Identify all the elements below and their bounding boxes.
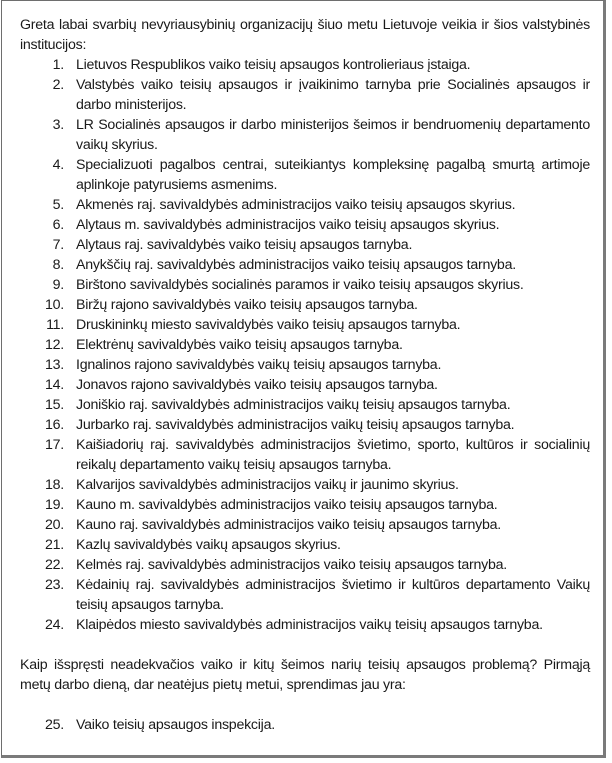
list-item-text: Klaipėdos miesto savivaldybės administracijos vaikų teisių apsaugos tarnyba. <box>76 617 543 633</box>
list-item-number: 3. <box>52 117 64 133</box>
list-item-number: 10. <box>45 297 64 313</box>
list-item <box>20 515 590 535</box>
list-item-number: 9. <box>52 277 64 293</box>
list-item-number: 12. <box>45 337 64 353</box>
list-item-text: Birštono savivaldybės socialinės paramos ir vaiko teisių apsaugos skyrius. <box>76 277 524 293</box>
document-body <box>20 15 590 735</box>
list-item <box>20 115 590 155</box>
list-item-text: Alytaus m. savivaldybės administracijos vaiko teisių apsaugos skyrius. <box>76 217 500 233</box>
list-item-number: 20. <box>45 517 64 533</box>
list-item <box>20 435 590 475</box>
list-item-text: Akmenės raj. savivaldybės administracijos vaiko teisių apsaugos skyrius. <box>76 197 516 213</box>
list-item-text: Kauno m. savivaldybės administracijos vaiko teisių apsaugos tarnyba. <box>76 497 498 513</box>
list-item-text: Druskininkų miesto savivaldybės vaiko teisių apsaugos tarnyba. <box>76 317 461 333</box>
list-item-text: Biržų rajono savivaldybės vaiko teisių apsaugos tarnyba. <box>76 297 418 313</box>
list-item-number: 1. <box>52 57 64 73</box>
list-item-number: 21. <box>45 537 64 553</box>
list-item <box>20 75 590 115</box>
list-item <box>20 235 590 255</box>
list-item-number: 4. <box>52 157 64 173</box>
list-item <box>20 575 590 615</box>
list-item-text: Lietuvos Respublikos vaiko teisių apsaugos kontrolieriaus įstaiga. <box>76 57 471 73</box>
intro-paragraph: Greta labai svarbių nevyriausybinių organizacijų šiuo metu Lietuvoje veikia ir šios valstybinės institucijos: <box>20 17 590 53</box>
document-frame <box>1 0 606 758</box>
final-list <box>20 715 590 735</box>
list-item <box>20 475 590 495</box>
list-item <box>20 355 590 375</box>
list-item <box>20 375 590 395</box>
list-item-number: 16. <box>45 417 64 433</box>
list-item-number: 24. <box>45 617 64 633</box>
list-item-text: Kalvarijos savivaldybės administracijos vaikų ir jaunimo skyrius. <box>76 477 459 493</box>
list-item-number: 13. <box>45 357 64 373</box>
list-item <box>20 495 590 515</box>
list-item-number: 6. <box>52 217 64 233</box>
list-item-number: 17. <box>45 437 64 453</box>
list-item <box>20 615 590 635</box>
list-item-number: 5. <box>52 197 64 213</box>
list-item <box>20 255 590 275</box>
list-item <box>20 555 590 575</box>
list-item <box>20 395 590 415</box>
list-item-number: 15. <box>45 397 64 413</box>
list-item <box>20 715 590 735</box>
list-item-number: 18. <box>45 477 64 493</box>
list-item-text: Kauno raj. savivaldybės administracijos vaiko teisių apsaugos tarnyba. <box>76 517 501 533</box>
list-item-number: 2. <box>52 77 64 93</box>
list-item-text: Jonavos rajono savivaldybės vaiko teisių apsaugos tarnyba. <box>76 377 438 393</box>
list-item-number: 23. <box>45 577 64 593</box>
list-item-text: Jurbarko raj. savivaldybės administracijos vaikų teisių apsaugos tarnyba. <box>76 417 515 433</box>
list-item-text: Ignalinos rajono savivaldybės vaikų teisių apsaugos tarnyba. <box>76 357 442 373</box>
list-item <box>20 275 590 295</box>
list-item <box>20 195 590 215</box>
institution-list <box>20 55 590 635</box>
list-item-text: Kaišiadorių raj. savivaldybės administracijos švietimo, sporto, kultūros ir socialinių reikalų departamento vaikų teisių apsaugos tarnyba. <box>76 437 590 473</box>
list-item <box>20 335 590 355</box>
list-item-number: 14. <box>45 377 64 393</box>
list-item <box>20 415 590 435</box>
list-item-text: Anykščių raj. savivaldybės administracijos vaiko teisių apsaugos tarnyba. <box>76 257 516 273</box>
list-item-number: 11. <box>46 317 64 333</box>
list-item <box>20 315 590 335</box>
list-item <box>20 535 590 555</box>
list-item <box>20 55 590 75</box>
list-item-number: 7. <box>52 237 64 253</box>
question-paragraph: Kaip išspręsti neadekvačios vaiko ir kitų šeimos narių teisių apsaugos problemą? Pirmąją metų darbo dieną, dar neatėjus pietų metui, sprendimas jau yra: <box>20 657 590 693</box>
list-item <box>20 295 590 315</box>
list-item-number: 19. <box>45 497 64 513</box>
list-item-text: Kelmės raj. savivaldybės administracijos vaiko teisių apsaugos tarnyba. <box>76 557 507 573</box>
list-item-text: Alytaus raj. savivaldybės vaiko teisių apsaugos tarnyba. <box>76 237 413 253</box>
list-item-text: Specializuoti pagalbos centrai, suteikiantys kompleksinę pagalbą smurtą artimoje aplinkoje patyrusiems asmenims. <box>76 157 590 193</box>
list-item-text: Kėdainių raj. savivaldybės administracijos švietimo ir kultūros departamento Vaikų teisių apsaugos tarnyba. <box>76 577 590 613</box>
list-item <box>20 155 590 195</box>
list-item-text: Elektrėnų savivaldybės vaiko teisių apsaugos tarnyba. <box>76 337 403 353</box>
list-item-number: 22. <box>45 557 64 573</box>
list-item <box>20 215 590 235</box>
list-item-number: 25. <box>45 717 64 733</box>
list-item-number: 8. <box>52 257 64 273</box>
list-item-text: Kazlų savivaldybės vaikų apsaugos skyrius. <box>76 537 341 553</box>
list-item-text: Vaiko teisių apsaugos inspekcija. <box>76 717 275 733</box>
list-item-text: LR Socialinės apsaugos ir darbo ministerijos šeimos ir bendruomenių departamento vaikų skyrius. <box>76 117 590 153</box>
list-item-text: Joniškio raj. savivaldybės administracijos vaikų teisių apsaugos tarnyba. <box>76 397 511 413</box>
list-item-text: Valstybės vaiko teisių apsaugos ir įvaikinimo tarnyba prie Socialinės apsaugos ir darbo ministerijos. <box>76 77 590 113</box>
